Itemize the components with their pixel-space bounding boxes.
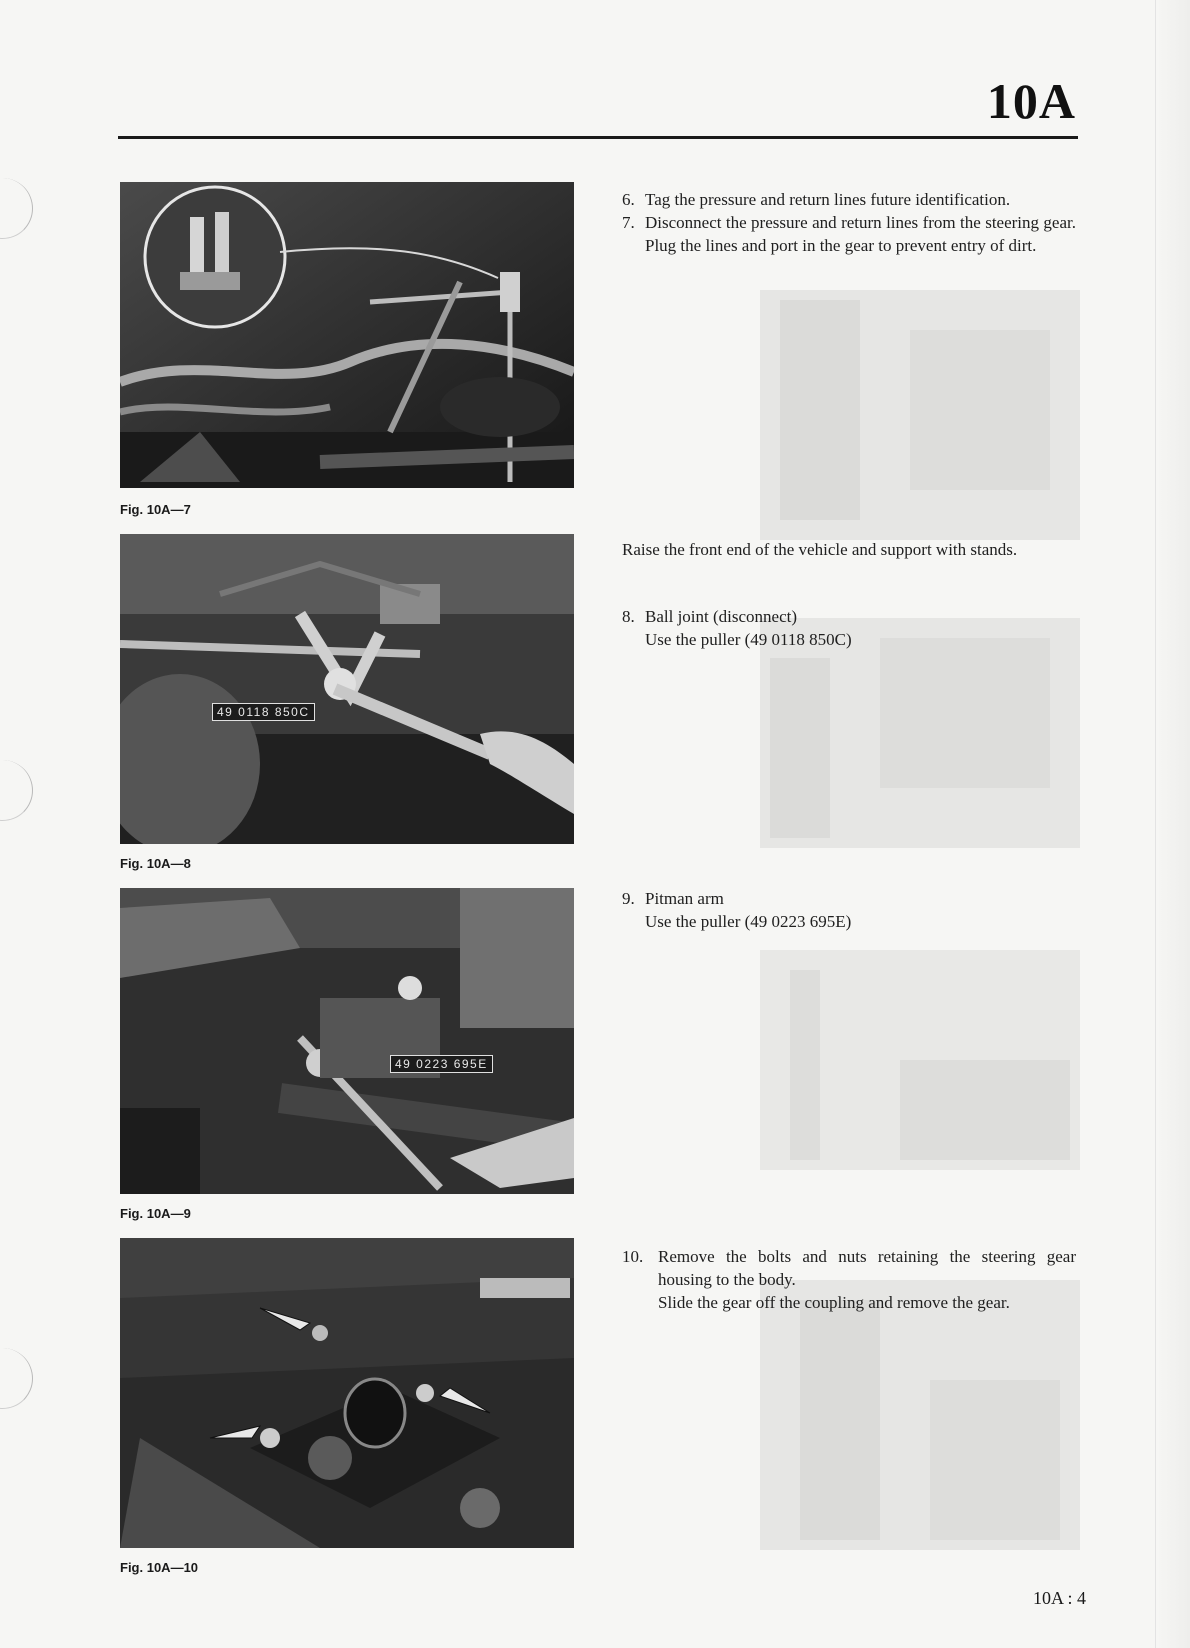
steps-6-7 [622,188,1076,257]
bleed-through-image [760,290,1080,540]
step-6 [622,188,1076,211]
figure-caption: Fig. 10A—9 [120,1206,191,1221]
bleed-through-image [760,1280,1080,1550]
tool-number-label: 49 0118 850C [212,703,315,721]
step-number: 6. [622,190,635,209]
page-edge [1155,0,1190,1648]
step-text: Remove the bolts and nuts retaining the steering gear housing to the body. [658,1247,1076,1289]
step-detail: Use the puller (49 0118 850C) [645,630,852,649]
section-id: 10A [986,73,1076,129]
bleed-through-image [760,618,1080,848]
figure-10a-7-photo [120,182,574,488]
step-number: 9. [622,889,635,908]
step-title: Ball joint (disconnect) [645,607,798,626]
figure-caption: Fig. 10A—8 [120,856,191,871]
bleed-through-image [760,950,1080,1170]
step-number: 7. [622,213,635,232]
header-rule [118,136,1078,139]
tool-number-label: 49 0223 695E [390,1055,493,1073]
punch-hole [0,1348,33,1409]
figure-10a-8-photo [120,534,574,844]
raise-note: Raise the front end of the vehicle and support with stands. [622,540,1018,559]
figure-10a-10-photo [120,1238,574,1548]
step-text: Slide the gear off the coupling and remove the gear. [658,1293,1010,1312]
step-number: 10. [622,1247,644,1266]
page-number: 10A : 4 [1032,1588,1086,1608]
punch-hole [0,178,33,239]
punch-hole [0,760,33,821]
step-text: Disconnect the pressure and return lines from the steering gear. Plug the lines and port in the gear to prevent entry of dirt. [645,213,1076,255]
step-10 [622,1245,1076,1314]
step-number: 8. [622,607,635,626]
step-title: Pitman arm [645,889,724,908]
step-9 [622,887,1076,933]
figure-caption: Fig. 10A—10 [120,1560,199,1575]
figure-caption: Fig. 10A—7 [120,502,191,517]
step-8 [622,605,1076,651]
step-text: Tag the pressure and return lines future identification. [645,190,1011,209]
step-7 [622,211,1076,257]
figure-10a-9-photo [120,888,574,1194]
step-detail: Use the puller (49 0223 695E) [645,912,852,931]
